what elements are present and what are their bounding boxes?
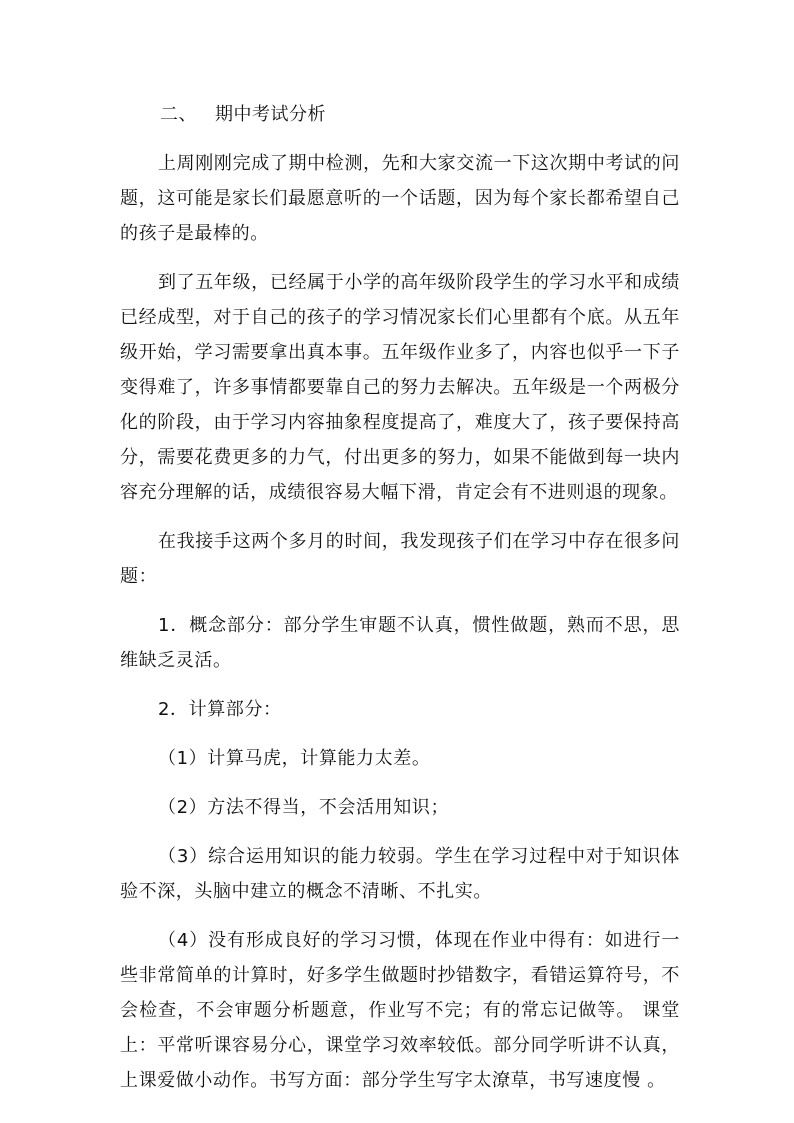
paragraph-concept: 1．概念部分：部分学生审题不认真，惯性做题，熟而不思，思维缺乏灵活。	[120, 615, 680, 671]
paragraph-item-2: （2）方法不得当，不会活用知识；	[158, 797, 450, 818]
paragraph-item-4: （4）没有形成良好的学习习惯，体现在作业中得有：如进行一些非常简单的计算时，好多学生做题时抄错数字，看错运算符号，不会检查，不会审题分析题意，作业写不完；有的常忘记做等。 课堂上：平常听课容易分心，课堂学习效率较低。部分同学听讲不认真，上课爱做小动作。书写方面：部分学生写字太潦草，书写速度慢 。	[120, 930, 680, 1091]
section-number: 二、	[160, 104, 197, 125]
paragraph-problems-intro: 在我接手这两个多月的时间，我发现孩子们在学习中存在很多问题：	[120, 531, 680, 587]
section-heading	[160, 101, 680, 129]
paragraph-item-3: （3）综合运用知识的能力较弱。学生在学习过程中对于知识体验不深，头脑中建立的概念不清晰、不扎实。	[120, 846, 680, 902]
document-body	[120, 101, 680, 1112]
section-title: 期中考试分析	[215, 104, 326, 125]
paragraph-calculation: 2．计算部分：	[158, 699, 282, 720]
paragraph-intro: 上周刚刚完成了期中检测，先和大家交流一下这次期中考试的问题，这可能是家长们最愿意听的一个话题，因为每个家长都希望自己的孩子是最棒的。	[120, 153, 680, 244]
paragraph-grade-five: 到了五年级，已经属于小学的高年级阶段学生的学习水平和成绩已经成型，对于自己的孩子的学习情况家长们心里都有个底。从五年级开始，学习需要拿出真本事。五年级作业多了，内容也似乎一下子变得难了，许多事情都要靠自己的努力去解决。五年级是一个两极分化的阶段，由于学习内容抽象程度提高了，难度大了，孩子要保持高分，需要花费更多的力气，付出更多的努力，如果不能做到每一块内容充分理解的话，成绩很容易大幅下滑，肯定会有不进则退的现象。	[120, 272, 680, 503]
paragraph-item-1: （1）计算马虎，计算能力太差。	[158, 748, 431, 769]
